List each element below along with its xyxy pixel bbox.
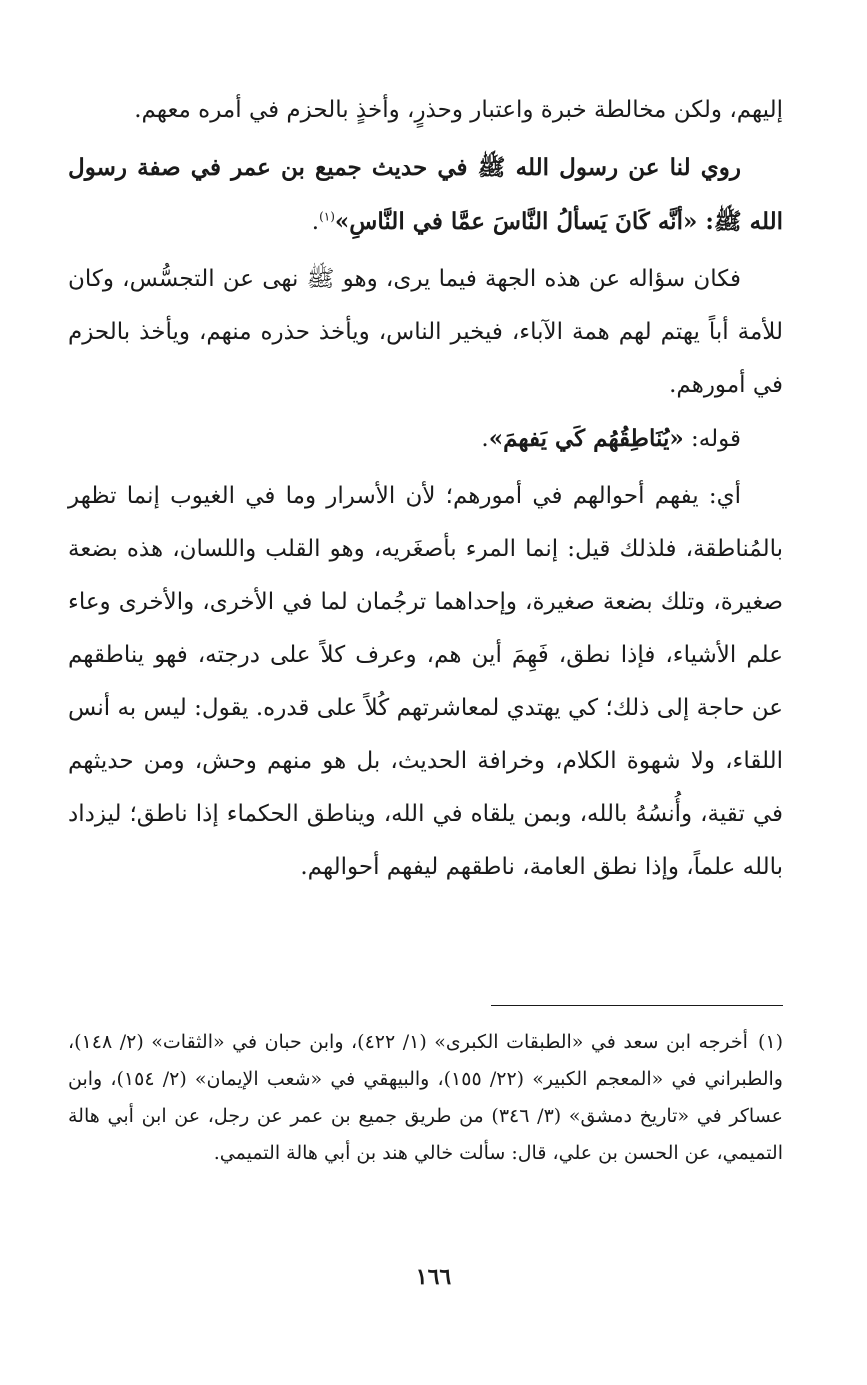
paragraph-4 — [68, 412, 783, 466]
hadith-quote-1: «أنَّه كَانَ يَسألُ النَّاسَ عمَّا في النَّاسِ» — [334, 208, 698, 235]
footnote-number: (١) — [757, 1031, 784, 1053]
paragraph-4-intro: قوله: — [683, 426, 741, 452]
page-number: ١٦٦ — [415, 1264, 452, 1290]
paragraph-1: إليهم، ولكن مخالطة خبرة واعتبار وحذرٍ، وأخذٍ بالحزم في أمره معهم. — [134, 97, 783, 123]
footnote-text: أخرجه ابن سعد في «الطبقات الكبرى» (١/ ٤٢٢)، وابن حبان في «الثقات» (٢/ ١٤٨)، والطبراني في «المعجم الكبير» (٢٢/ ١٥٥)، والبيهقي في «شعب الإيمان» (٢/ ١٥٤)، وابن عساكر في «تاريخ دمشق» (٣/ ٣٤٦) من طريق جميع بن عمر عن رجل، عن ابن أبي هالة التميمي، عن الحسن بن علي، قال: سألت خالي هند بن أبي هالة التميمي. — [68, 1031, 783, 1164]
paragraph-4-end: . — [481, 426, 489, 452]
footnote-1 — [68, 1024, 783, 1172]
paragraph-3: فكان سؤاله عن هذه الجهة فيما يرى، وهو ﷺ نهى عن التجسُّس، وكان للأمة أباً يهتم لهم همة الآباء، فيخير الناس، ويأخذ حذره منهم، ويأخذ بالحزم في أمورهم. — [68, 266, 783, 398]
main-text — [68, 84, 783, 894]
paragraph-5: أي: يفهم أحوالهم في أمورهم؛ لأن الأسرار وما في الغيوب إنما تظهر بالمُناطقة، فلذلك قيل: إنما المرء بأصغَريه، وهو القلب واللسان، هذه بضعة صغيرة، وتلك بضعة صغيرة، وإحداهما ترجُمان لما في الأخرى، والأخرى وعاء علم الأشياء، فإذا نطق، فَهِمَ أين هم، وعرف كلاً على درجته، فهو يناطقهم عن حاجة إلى ذلك؛ كي يهتدي لمعاشرتهم كُلاً على قدره. يقول: ليس به أنس اللقاء، ولا شهوة الكلام، وخرافة الحديث، بل هو منهم وحش، ومن حديثهم في تقية، وأُنسُهُ بالله، وبمن يلقاه في الله، ويناطق الحكماء إذا ناطق؛ ليزداد بالله علماً، وإذا نطق العامة، ناطقهم ليفهم أحوالهم. — [68, 483, 783, 880]
paragraph-2-end: . — [311, 209, 320, 235]
footnote-reference[interactable]: (١) — [319, 209, 335, 224]
footnotes — [68, 1024, 783, 1172]
footnote-divider — [491, 1005, 783, 1006]
hadith-quote-2: «يُنَاطِقُهُم كَي يَفهمَ» — [488, 425, 684, 452]
paragraph-2-intro: روي لنا عن رسول الله ﷺ في حديث جميع بن عمر في صفة رسول الله ﷺ: — [68, 154, 783, 235]
paragraph-2 — [68, 141, 783, 249]
